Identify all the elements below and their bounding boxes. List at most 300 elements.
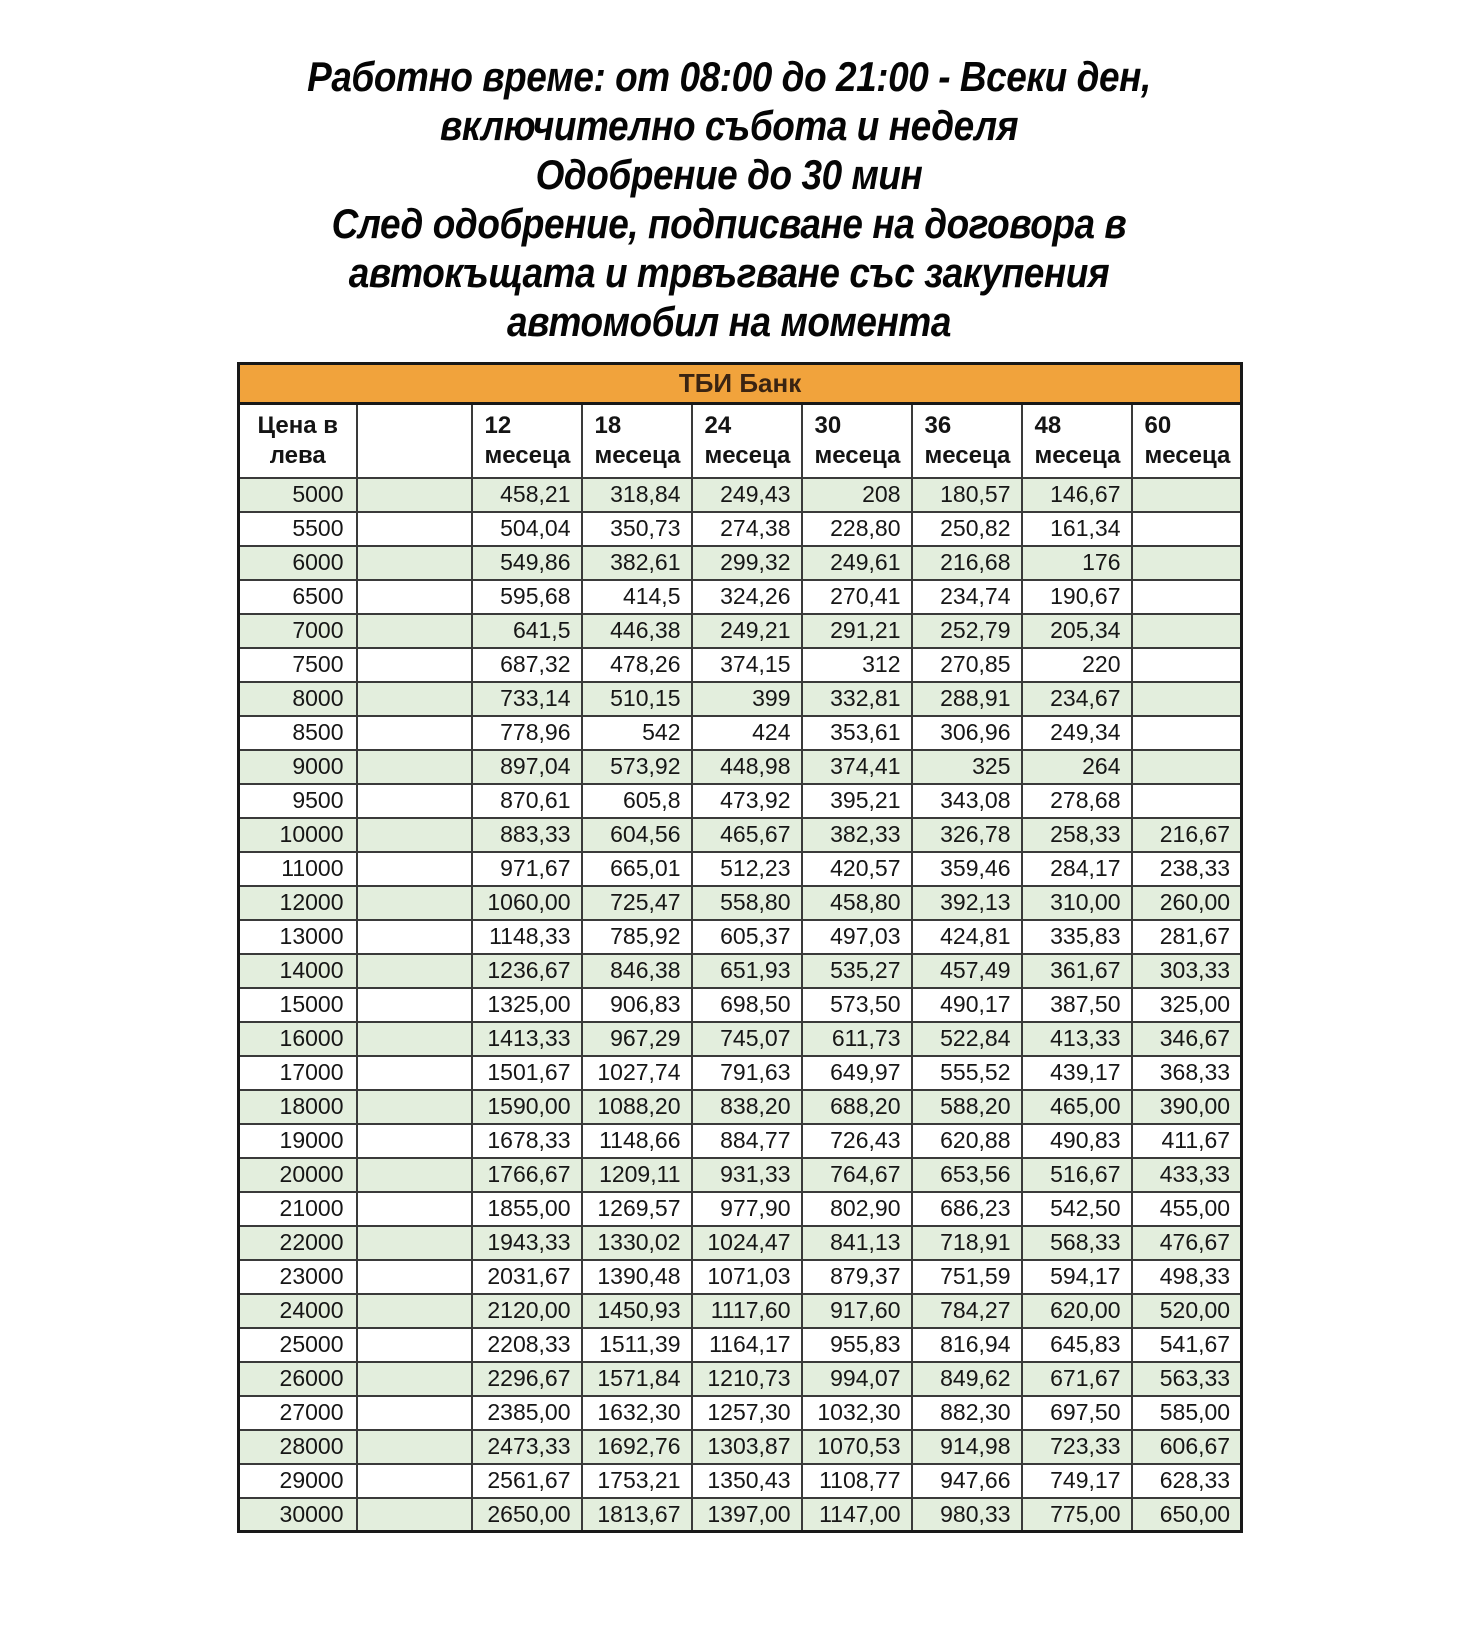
payment-cell: 1590,00 — [472, 1090, 582, 1124]
spacer-cell — [357, 1226, 472, 1260]
payment-cell: 326,78 — [912, 818, 1022, 852]
payment-cell: 395,21 — [802, 784, 912, 818]
payment-cell: 299,32 — [692, 546, 802, 580]
payment-cell: 278,68 — [1022, 784, 1132, 818]
table-row — [239, 1124, 1242, 1158]
payment-cell: 665,01 — [582, 852, 692, 886]
payment-cell: 884,77 — [692, 1124, 802, 1158]
payment-cell: 458,80 — [802, 886, 912, 920]
payment-cell: 216,68 — [912, 546, 1022, 580]
spacer-cell — [357, 852, 472, 886]
payment-cell: 764,67 — [802, 1158, 912, 1192]
table-row — [239, 1158, 1242, 1192]
payment-cell — [1132, 716, 1242, 750]
payment-cell: 252,79 — [912, 614, 1022, 648]
payment-cell: 641,5 — [472, 614, 582, 648]
month-number: 36 — [924, 411, 952, 439]
payment-cell: 653,56 — [912, 1158, 1022, 1192]
empty-column-header — [357, 404, 472, 478]
payment-cell: 1330,02 — [582, 1226, 692, 1260]
price-cell: 25000 — [239, 1328, 357, 1362]
payment-cell: 745,07 — [692, 1022, 802, 1056]
payment-cell: 2473,33 — [472, 1430, 582, 1464]
payment-cell: 387,50 — [1022, 988, 1132, 1022]
payment-cell: 791,63 — [692, 1056, 802, 1090]
payment-cell: 870,61 — [472, 784, 582, 818]
payment-cell: 2385,00 — [472, 1396, 582, 1430]
payment-cell: 318,84 — [582, 478, 692, 512]
table-row — [239, 988, 1242, 1022]
payment-cell: 1501,67 — [472, 1056, 582, 1090]
payment-cell: 413,33 — [1022, 1022, 1132, 1056]
page-title — [0, 52, 1458, 346]
payment-cell: 897,04 — [472, 750, 582, 784]
table-row — [239, 1498, 1242, 1532]
payment-cell: 516,67 — [1022, 1158, 1132, 1192]
payment-cell: 260,00 — [1132, 886, 1242, 920]
table-row — [239, 546, 1242, 580]
payment-cell: 238,33 — [1132, 852, 1242, 886]
month-number: 60 — [1144, 411, 1172, 439]
price-cell: 14000 — [239, 954, 357, 988]
payment-cell: 846,38 — [582, 954, 692, 988]
payment-cell: 234,74 — [912, 580, 1022, 614]
payment-cell: 353,61 — [802, 716, 912, 750]
table-row — [239, 886, 1242, 920]
payment-cell: 977,90 — [692, 1192, 802, 1226]
payment-cell: 368,33 — [1132, 1056, 1242, 1090]
table-row — [239, 1056, 1242, 1090]
payment-cell: 1678,33 — [472, 1124, 582, 1158]
payment-cell: 785,92 — [582, 920, 692, 954]
payment-cell: 994,07 — [802, 1362, 912, 1396]
payment-cell: 784,27 — [912, 1294, 1022, 1328]
title-line-5: автокъщата и трвъгване със закупения — [348, 249, 1110, 296]
title-line-6: автомобил на момента — [507, 298, 951, 345]
payment-cell: 465,67 — [692, 818, 802, 852]
price-cell: 23000 — [239, 1260, 357, 1294]
column-header-60-months — [1132, 404, 1242, 478]
price-cell: 28000 — [239, 1430, 357, 1464]
month-unit: месеца — [814, 441, 901, 469]
payment-cell: 270,85 — [912, 648, 1022, 682]
spacer-cell — [357, 1022, 472, 1056]
payment-cell: 595,68 — [472, 580, 582, 614]
spacer-cell — [357, 478, 472, 512]
month-number: 24 — [704, 411, 732, 439]
payment-cell: 594,17 — [1022, 1260, 1132, 1294]
payment-cell: 420,57 — [802, 852, 912, 886]
payment-cell: 478,26 — [582, 648, 692, 682]
price-cell: 8000 — [239, 682, 357, 716]
spacer-cell — [357, 920, 472, 954]
payment-cell: 374,41 — [802, 750, 912, 784]
title-line-4: След одобрение, подписване на договора в — [331, 200, 1127, 247]
loan-payments-table — [237, 362, 1243, 1533]
table-row — [239, 750, 1242, 784]
price-cell: 27000 — [239, 1396, 357, 1430]
payment-cell: 816,94 — [912, 1328, 1022, 1362]
payment-cell: 697,50 — [1022, 1396, 1132, 1430]
month-number: 48 — [1034, 411, 1062, 439]
spacer-cell — [357, 988, 472, 1022]
bank-banner-row — [239, 364, 1242, 404]
spacer-cell — [357, 886, 472, 920]
table-row — [239, 784, 1242, 818]
table-row — [239, 1226, 1242, 1260]
table-row — [239, 920, 1242, 954]
spacer-cell — [357, 614, 472, 648]
price-cell: 19000 — [239, 1124, 357, 1158]
payment-cell: 446,38 — [582, 614, 692, 648]
payment-cell: 350,73 — [582, 512, 692, 546]
spacer-cell — [357, 1260, 472, 1294]
payment-cell: 522,84 — [912, 1022, 1022, 1056]
payment-cell: 1943,33 — [472, 1226, 582, 1260]
payment-cell: 250,82 — [912, 512, 1022, 546]
payment-cell: 1088,20 — [582, 1090, 692, 1124]
price-cell: 5500 — [239, 512, 357, 546]
payment-cell: 698,50 — [692, 988, 802, 1022]
payment-cell: 573,92 — [582, 750, 692, 784]
payment-cell: 605,37 — [692, 920, 802, 954]
table-row — [239, 1090, 1242, 1124]
price-cell: 10000 — [239, 818, 357, 852]
month-unit: месеца — [924, 441, 1011, 469]
month-number: 18 — [594, 411, 622, 439]
column-header-18-months — [582, 404, 692, 478]
month-number: 30 — [814, 411, 842, 439]
payment-cell: 879,37 — [802, 1260, 912, 1294]
payment-cell: 424 — [692, 716, 802, 750]
payment-cell: 1024,47 — [692, 1226, 802, 1260]
payment-cell: 775,00 — [1022, 1498, 1132, 1532]
payment-cell: 457,49 — [912, 954, 1022, 988]
payment-cell: 498,33 — [1132, 1260, 1242, 1294]
payment-cell: 588,20 — [912, 1090, 1022, 1124]
payment-cell: 274,38 — [692, 512, 802, 546]
price-cell: 6500 — [239, 580, 357, 614]
price-cell: 7500 — [239, 648, 357, 682]
payment-cell: 465,00 — [1022, 1090, 1132, 1124]
spacer-cell — [357, 682, 472, 716]
payment-cell: 1071,03 — [692, 1260, 802, 1294]
column-header-24-months — [692, 404, 802, 478]
price-cell: 26000 — [239, 1362, 357, 1396]
payment-cell: 2208,33 — [472, 1328, 582, 1362]
column-header-30-months — [802, 404, 912, 478]
payment-cell: 1450,93 — [582, 1294, 692, 1328]
table-row — [239, 1192, 1242, 1226]
spacer-cell — [357, 954, 472, 988]
payment-cell: 504,04 — [472, 512, 582, 546]
table-row — [239, 716, 1242, 750]
table-row — [239, 818, 1242, 852]
month-unit: месеца — [594, 441, 681, 469]
payment-cell — [1132, 478, 1242, 512]
payment-cell: 490,17 — [912, 988, 1022, 1022]
price-cell: 9500 — [239, 784, 357, 818]
title-line-3: Одобрение до 30 мин — [535, 151, 923, 198]
payment-cell: 883,33 — [472, 818, 582, 852]
payment-cell: 249,21 — [692, 614, 802, 648]
payment-cell: 620,00 — [1022, 1294, 1132, 1328]
payment-cell: 216,67 — [1132, 818, 1242, 852]
payment-cell: 1766,67 — [472, 1158, 582, 1192]
payment-cell: 180,57 — [912, 478, 1022, 512]
payment-cell: 1413,33 — [472, 1022, 582, 1056]
payment-cell: 325,00 — [1132, 988, 1242, 1022]
payment-cell: 520,00 — [1132, 1294, 1242, 1328]
payment-cell: 1108,77 — [802, 1464, 912, 1498]
spacer-cell — [357, 1124, 472, 1158]
payment-cell: 497,03 — [802, 920, 912, 954]
payment-cell: 220 — [1022, 648, 1132, 682]
payment-cell: 346,67 — [1132, 1022, 1242, 1056]
payment-cell: 284,17 — [1022, 852, 1132, 886]
spacer-cell — [357, 1090, 472, 1124]
payment-cell: 205,34 — [1022, 614, 1132, 648]
payment-cell: 725,47 — [582, 886, 692, 920]
payment-cell: 535,27 — [802, 954, 912, 988]
payment-cell: 585,00 — [1132, 1396, 1242, 1430]
spacer-cell — [357, 1464, 472, 1498]
payment-cell: 291,21 — [802, 614, 912, 648]
payment-cell: 1813,67 — [582, 1498, 692, 1532]
month-unit: месеца — [1144, 441, 1231, 469]
payment-cell: 688,20 — [802, 1090, 912, 1124]
payment-cell: 288,91 — [912, 682, 1022, 716]
payment-cell: 606,67 — [1132, 1430, 1242, 1464]
column-header-12-months — [472, 404, 582, 478]
spacer-cell — [357, 1430, 472, 1464]
payment-cell: 390,00 — [1132, 1090, 1242, 1124]
payment-cell: 176 — [1022, 546, 1132, 580]
payment-cell — [1132, 784, 1242, 818]
payment-cell: 249,61 — [802, 546, 912, 580]
payment-cell: 838,20 — [692, 1090, 802, 1124]
price-cell: 30000 — [239, 1498, 357, 1532]
month-unit: месеца — [1034, 441, 1121, 469]
payment-cell: 604,56 — [582, 818, 692, 852]
payment-cell: 686,23 — [912, 1192, 1022, 1226]
payment-cell: 1148,33 — [472, 920, 582, 954]
payment-cell: 542,50 — [1022, 1192, 1132, 1226]
table-body — [239, 478, 1242, 1532]
spacer-cell — [357, 512, 472, 546]
spacer-cell — [357, 716, 472, 750]
price-cell: 18000 — [239, 1090, 357, 1124]
price-cell: 9000 — [239, 750, 357, 784]
payment-cell: 718,91 — [912, 1226, 1022, 1260]
payment-cell: 2296,67 — [472, 1362, 582, 1396]
price-cell: 24000 — [239, 1294, 357, 1328]
payment-cell: 1397,00 — [692, 1498, 802, 1532]
spacer-cell — [357, 784, 472, 818]
payment-cell: 967,29 — [582, 1022, 692, 1056]
price-cell: 7000 — [239, 614, 357, 648]
payment-cell: 374,15 — [692, 648, 802, 682]
payment-cell: 1147,00 — [802, 1498, 912, 1532]
payment-cell: 382,61 — [582, 546, 692, 580]
payment-cell: 306,96 — [912, 716, 1022, 750]
payment-cell: 343,08 — [912, 784, 1022, 818]
payment-cell: 281,67 — [1132, 920, 1242, 954]
spacer-cell — [357, 818, 472, 852]
payment-cell: 458,21 — [472, 478, 582, 512]
payment-cell: 620,88 — [912, 1124, 1022, 1158]
price-cell: 11000 — [239, 852, 357, 886]
price-cell: 12000 — [239, 886, 357, 920]
month-unit: месеца — [484, 441, 571, 469]
payment-cell: 2561,67 — [472, 1464, 582, 1498]
payment-cell: 605,8 — [582, 784, 692, 818]
payment-cell: 628,33 — [1132, 1464, 1242, 1498]
payment-cell — [1132, 512, 1242, 546]
price-cell: 15000 — [239, 988, 357, 1022]
payment-cell: 476,67 — [1132, 1226, 1242, 1260]
payment-cell — [1132, 580, 1242, 614]
month-number: 12 — [484, 411, 512, 439]
payment-cell: 573,50 — [802, 988, 912, 1022]
payment-cell: 611,73 — [802, 1022, 912, 1056]
payment-cell — [1132, 546, 1242, 580]
payment-cell: 723,33 — [1022, 1430, 1132, 1464]
payment-cell: 1350,43 — [692, 1464, 802, 1498]
payment-cell: 1303,87 — [692, 1430, 802, 1464]
payment-cell: 228,80 — [802, 512, 912, 546]
payment-cell: 234,67 — [1022, 682, 1132, 716]
payment-cell: 399 — [692, 682, 802, 716]
payment-cell: 310,00 — [1022, 886, 1132, 920]
column-header-36-months — [912, 404, 1022, 478]
title-line-2: включително събота и неделя — [439, 102, 1019, 149]
table-row — [239, 1294, 1242, 1328]
payment-cell: 270,41 — [802, 580, 912, 614]
payment-cell: 146,67 — [1022, 478, 1132, 512]
payment-cell: 335,83 — [1022, 920, 1132, 954]
payment-cell — [1132, 648, 1242, 682]
payment-cell: 312 — [802, 648, 912, 682]
payment-cell: 687,32 — [472, 648, 582, 682]
payment-cell: 448,98 — [692, 750, 802, 784]
payment-cell: 411,67 — [1132, 1124, 1242, 1158]
table-row — [239, 1396, 1242, 1430]
payment-cell: 671,67 — [1022, 1362, 1132, 1396]
payment-cell: 1027,74 — [582, 1056, 692, 1090]
table-row — [239, 1260, 1242, 1294]
payment-cell: 424,81 — [912, 920, 1022, 954]
payment-cell: 1692,76 — [582, 1430, 692, 1464]
price-cell: 16000 — [239, 1022, 357, 1056]
payment-cell: 249,34 — [1022, 716, 1132, 750]
table-row — [239, 580, 1242, 614]
payment-cell: 382,33 — [802, 818, 912, 852]
spacer-cell — [357, 580, 472, 614]
spacer-cell — [357, 1158, 472, 1192]
payment-cell: 1325,00 — [472, 988, 582, 1022]
payment-cell: 1257,30 — [692, 1396, 802, 1430]
payment-cell: 1032,30 — [802, 1396, 912, 1430]
payment-cell — [1132, 750, 1242, 784]
table-row — [239, 512, 1242, 546]
payment-cell: 361,67 — [1022, 954, 1132, 988]
payment-cell: 542 — [582, 716, 692, 750]
payment-cell: 455,00 — [1132, 1192, 1242, 1226]
price-cell: 13000 — [239, 920, 357, 954]
payment-cell: 849,62 — [912, 1362, 1022, 1396]
payment-cell: 568,33 — [1022, 1226, 1132, 1260]
payment-cell: 1148,66 — [582, 1124, 692, 1158]
payment-cell: 392,13 — [912, 886, 1022, 920]
payment-cell: 249,43 — [692, 478, 802, 512]
payment-cell: 208 — [802, 478, 912, 512]
payment-cell: 955,83 — [802, 1328, 912, 1362]
payment-cell: 2650,00 — [472, 1498, 582, 1532]
payment-cell: 971,67 — [472, 852, 582, 886]
payment-cell: 751,59 — [912, 1260, 1022, 1294]
payment-cell: 512,23 — [692, 852, 802, 886]
payment-cell: 649,97 — [802, 1056, 912, 1090]
payment-cell: 555,52 — [912, 1056, 1022, 1090]
table-row — [239, 1430, 1242, 1464]
spacer-cell — [357, 750, 472, 784]
table-row — [239, 1464, 1242, 1498]
spacer-cell — [357, 1498, 472, 1532]
payment-cell: 1070,53 — [802, 1430, 912, 1464]
payment-cell — [1132, 682, 1242, 716]
payment-cell: 841,13 — [802, 1226, 912, 1260]
payment-cell: 1511,39 — [582, 1328, 692, 1362]
payment-cell: 1571,84 — [582, 1362, 692, 1396]
payment-cell: 1117,60 — [692, 1294, 802, 1328]
payment-cell: 258,33 — [1022, 818, 1132, 852]
payment-cell: 1390,48 — [582, 1260, 692, 1294]
payment-cell: 563,33 — [1132, 1362, 1242, 1396]
payment-cell: 906,83 — [582, 988, 692, 1022]
price-cell: 6000 — [239, 546, 357, 580]
payment-cell: 473,92 — [692, 784, 802, 818]
payment-cell: 651,93 — [692, 954, 802, 988]
payment-cell: 510,15 — [582, 682, 692, 716]
payment-cell: 931,33 — [692, 1158, 802, 1192]
payment-cell: 324,26 — [692, 580, 802, 614]
spacer-cell — [357, 1294, 472, 1328]
payment-cell: 264 — [1022, 750, 1132, 784]
payment-cell: 749,17 — [1022, 1464, 1132, 1498]
payment-cell: 325 — [912, 750, 1022, 784]
payment-cell: 2120,00 — [472, 1294, 582, 1328]
payment-cell: 802,90 — [802, 1192, 912, 1226]
payment-cell: 726,43 — [802, 1124, 912, 1158]
payment-cell: 1164,17 — [692, 1328, 802, 1362]
spacer-cell — [357, 1192, 472, 1226]
table-row — [239, 954, 1242, 988]
payment-cell: 1236,67 — [472, 954, 582, 988]
table-row — [239, 682, 1242, 716]
payment-cell: 161,34 — [1022, 512, 1132, 546]
price-cell: 5000 — [239, 478, 357, 512]
price-cell: 21000 — [239, 1192, 357, 1226]
table-row — [239, 478, 1242, 512]
month-unit: месеца — [704, 441, 791, 469]
title-line-1: Работно време: от 08:00 до 21:00 - Всеки ден, — [307, 53, 1151, 100]
spacer-cell — [357, 648, 472, 682]
table-row — [239, 614, 1242, 648]
payment-cell: 549,86 — [472, 546, 582, 580]
payment-cell: 778,96 — [472, 716, 582, 750]
table-row — [239, 1328, 1242, 1362]
